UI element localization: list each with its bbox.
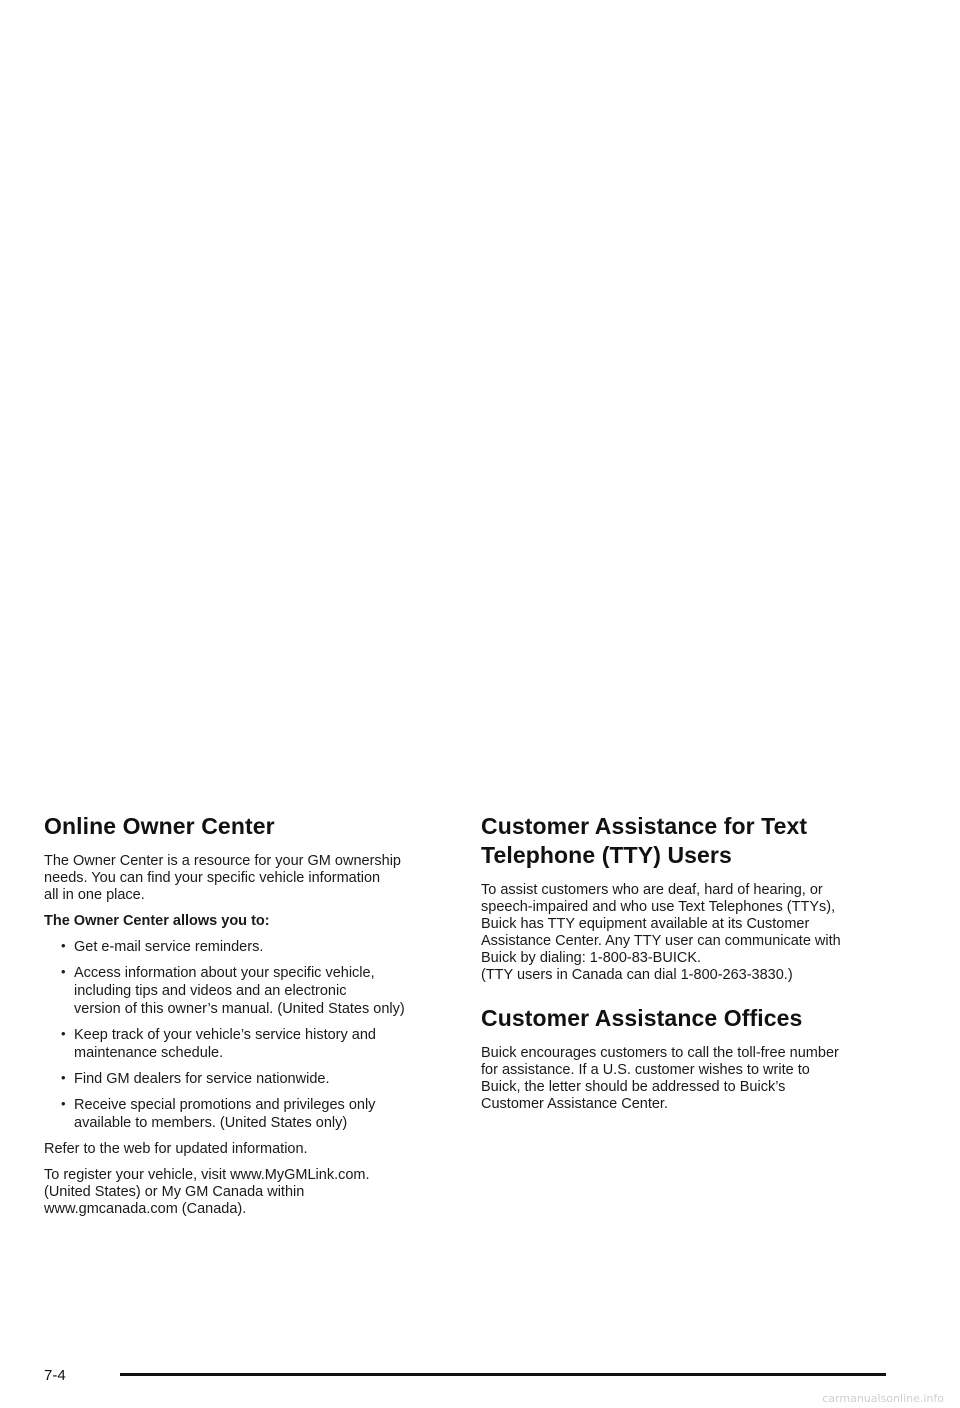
assistance-offices-heading: Customer Assistance Offices xyxy=(481,1005,803,1031)
bullet-icon: • xyxy=(61,1096,66,1111)
left-column xyxy=(44,812,449,1227)
list-item-text: Keep track of your vehicle’s service history and maintenance schedule. xyxy=(74,1027,376,1061)
owner-center-feature-list xyxy=(44,938,449,1132)
list-item-text: Access information about your specific vehicle, including tips and videos and an electronic version of this owner’s manual. (United States only) xyxy=(74,965,405,1017)
bullet-icon: • xyxy=(61,938,66,953)
watermark-text: carmanualsonline.info xyxy=(822,1392,944,1405)
list-item xyxy=(44,1026,449,1062)
footer-divider xyxy=(120,1373,886,1376)
list-item xyxy=(44,938,449,956)
tty-body: To assist customers who are deaf, hard of hearing, or speech-impaired and who use Text Telephones (TTYs), Buick has TTY equipment available at its Customer Assistance Center. Any TTY user can communicate with Buick by dialing: 1-800-83-BUICK. (TTY users in Canada can dial 1-800-263-3830.) xyxy=(481,882,841,983)
list-item xyxy=(44,964,449,1018)
page-number: 7-4 xyxy=(44,1367,66,1384)
bullet-icon: • xyxy=(61,964,66,979)
list-item xyxy=(44,1070,449,1088)
owner-center-lead: The Owner Center allows you to: xyxy=(44,913,270,929)
list-item-text: Receive special promotions and privileges only available to members. (United States only) xyxy=(74,1097,376,1131)
list-item-text: Get e-mail service reminders. xyxy=(74,939,264,955)
bullet-icon: • xyxy=(61,1070,66,1085)
list-item-text: Find GM dealers for service nationwide. xyxy=(74,1071,330,1087)
online-owner-center-heading: Online Owner Center xyxy=(44,813,275,839)
assistance-offices-body: Buick encourages customers to call the toll-free number for assistance. If a U.S. customer wishes to write to Buick, the letter should be addressed to Buick’s Customer Assistance Center. xyxy=(481,1045,839,1112)
owner-center-intro: The Owner Center is a resource for your GM ownership needs. You can find your specific vehicle information all in one place. xyxy=(44,853,401,903)
register-vehicle-text: To register your vehicle, visit www.MyGMLink.com. (United States) or My GM Canada within www.gmcanada.com (Canada). xyxy=(44,1167,370,1217)
refer-web-text: Refer to the web for updated information. xyxy=(44,1141,308,1157)
tty-heading: Customer Assistance for Text Telephone (TTY) Users xyxy=(481,813,808,868)
right-column xyxy=(481,812,886,1122)
list-item xyxy=(44,1096,449,1132)
bullet-icon: • xyxy=(61,1026,66,1041)
